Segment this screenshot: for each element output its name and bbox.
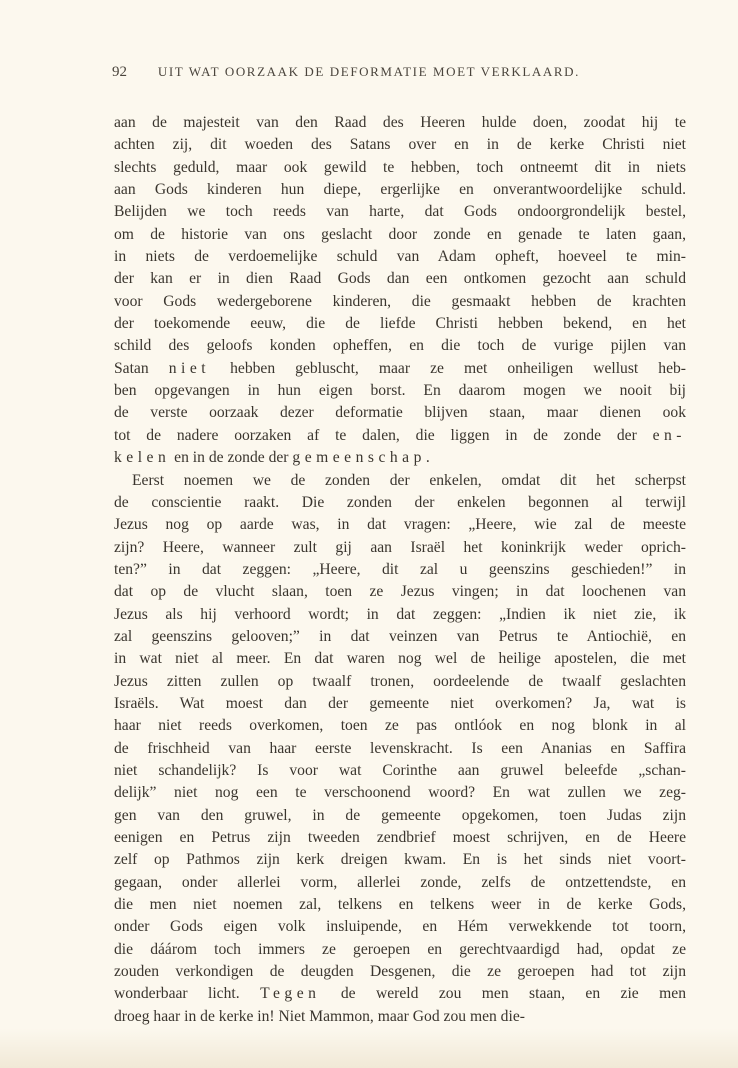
text-line xyxy=(114,447,686,469)
text-line: Jezus als hij verhoord wordt; in dat zeggen: „Indien ik niet zie, ik xyxy=(114,605,686,623)
running-title: UIT WAT OORZAAK DE DEFORMATIE MOET VERKLAARD. xyxy=(157,64,581,79)
text-line: Jezus nog op aarde was, in dat vragen: „Heere, wie zal de meeste xyxy=(114,516,686,534)
text-line: droeg haar in de kerke in! Niet Mammon, maar God zou men die- xyxy=(114,1007,525,1025)
text-line: aan Gods kinderen hun diepe, ergerlijke en onverantwoordelijke schuld. xyxy=(114,181,686,199)
text-line: zal geenszins gelooven;” in dat veinzen van Petrus te Antiochië, en xyxy=(114,627,686,645)
text-segment: de wereld zou men staan, en zie men xyxy=(320,985,686,1003)
emphasized-word: kelen xyxy=(114,449,171,467)
emphasized-word: en- xyxy=(652,426,686,444)
body-text xyxy=(114,112,686,1028)
text-line: delijk” niet nog een te verschoonend woord? En wat zullen we zeg- xyxy=(114,784,686,802)
text-line: gen van den gruwel, in de gemeente opgekomen, toen Judas zijn xyxy=(114,806,686,824)
text-line: Jezus zitten zullen op twaalf tronen, oordeelende de twaalf geslachten xyxy=(114,672,686,690)
text-line: ben opgevangen in hun eigen borst. En daarom mogen we nooit bij xyxy=(114,382,686,400)
text-line: Belijden we toch reeds van harte, dat Gods ondoorgrondelijk bestel, xyxy=(114,203,686,221)
text-line: niet schandelijk? Is voor wat Corinthe aan gruwel beleefde „schan- xyxy=(114,761,686,779)
text-segment: hebben gebluscht, maar ze met onheiligen wellust heb- xyxy=(210,359,686,377)
text-line: dat op de vlucht slaan, toen ze Jezus vingen; in dat loochenen van xyxy=(114,583,686,601)
text-line: Israëls. Wat moest dan der gemeente niet overkomen? Ja, wat is xyxy=(114,694,686,712)
text-line: zijn? Heere, wanneer zult gij aan Israël het koninkrijk weder oprich- xyxy=(114,538,686,556)
text-line xyxy=(114,358,686,380)
text-line xyxy=(114,425,686,447)
running-header xyxy=(112,64,682,81)
text-segment: . xyxy=(425,449,430,467)
text-line: schild des geloofs konden opheffen, en die toch de vurige pijlen van xyxy=(114,337,686,355)
text-line: de conscientie raakt. Die zonden der enkelen begonnen al terwijl xyxy=(114,493,686,511)
text-line: voor Gods wedergeborene kinderen, die gesmaakt hebben de krachten xyxy=(114,292,686,310)
text-line: in niets de verdoemelijke schuld van Adam opheft, hoeveel te min- xyxy=(114,248,686,266)
text-line: Eerst noemen we de zonden der enkelen, omdat dit het scherpst xyxy=(132,471,686,489)
text-segment: Satan xyxy=(114,359,169,377)
text-line: in wat niet al meer. En dat waren nog wel de heilige apostelen, die met xyxy=(114,650,686,668)
text-line: eenigen en Petrus zijn tweeden zendbrief moest schrijven, en de Heere xyxy=(114,829,686,846)
text-line: aan de majesteit van den Raad des Heeren hulde doen, zoodat hij te xyxy=(114,114,686,131)
text-segment: en in de zonde der xyxy=(170,449,293,467)
page-number: 92 xyxy=(112,64,127,80)
text-line: de frischheid van haar eerste levenskracht. Is een Ananias en Saffira xyxy=(114,739,686,757)
text-segment: wonderbaar licht. xyxy=(114,985,261,1003)
text-line xyxy=(114,983,686,1005)
text-line: der toekomende eeuw, die de liefde Christi hebben bekend, en het xyxy=(114,315,686,333)
text-line: der kan er in dien Raad Gods dan een ontkomen gezocht aan schuld xyxy=(114,270,686,288)
text-line: gegaan, onder allerlei vorm, allerlei zonde, zelfs de ontzettendste, en xyxy=(114,873,686,891)
text-line: die men niet noemen zal, telkens en telkens weer in de kerke Gods, xyxy=(114,896,686,914)
emphasized-word: gemeenschap xyxy=(292,449,426,467)
text-line: haar niet reeds overkomen, toen ze pas ontlóok en nog blonk in al xyxy=(114,717,686,735)
text-line: om de historie van ons geslacht door zonde en genade te laten gaan, xyxy=(114,225,686,243)
text-line: onder Gods eigen volk insluipende, en Hém verwekkende tot toorn, xyxy=(114,918,686,936)
emphasized-word: niet xyxy=(168,359,211,377)
text-line: zelf op Pathmos zijn kerk dreigen kwam. En is het sinds niet voort- xyxy=(114,851,686,869)
text-line: achten zij, dit woeden des Satans over en in de kerke Christi niet xyxy=(114,136,686,154)
text-line: de verste oorzaak dezer deformatie blijven staan, maar dienen ook xyxy=(114,404,686,422)
text-line: ten?” in dat zeggen: „Heere, dit zal u geenszins geschieden!” in xyxy=(114,560,686,578)
text-line: slechts geduld, maar ook gewild te hebben, toch ontneemt dit in niets xyxy=(114,158,686,176)
text-line: zouden verkondigen de deugden Desgenen, die ze geroepen had tot zijn xyxy=(114,963,686,981)
text-segment: tot de nadere oorzaken af te dalen, die liggen in de zonde der xyxy=(114,426,653,444)
emphasized-word: Tegen xyxy=(260,985,321,1003)
text-line: die dáárom toch immers ze geroepen en gerechtvaardigd had, opdat ze xyxy=(114,940,686,958)
page-edge-shadow xyxy=(0,1028,738,1068)
